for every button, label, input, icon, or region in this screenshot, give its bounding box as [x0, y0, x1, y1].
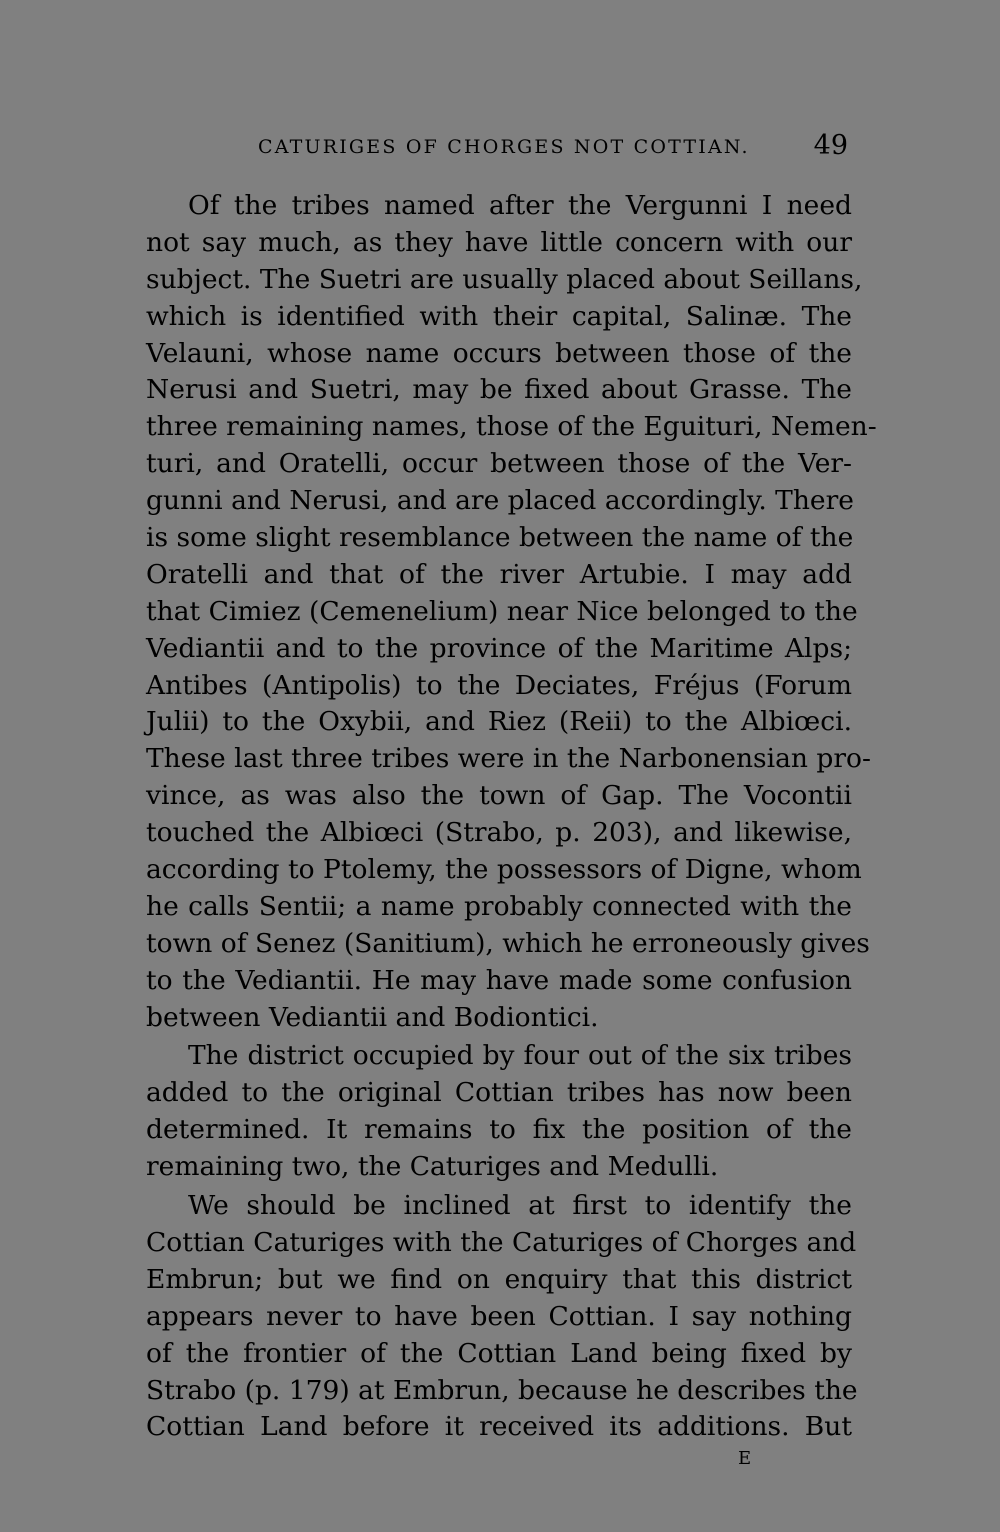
- text-line: Antibes (Antipolis) to the Deciates, Fréjus (Forum: [146, 669, 852, 701]
- text-line: that Cimiez (Cemenelium) near Nice belonged to the: [146, 595, 858, 627]
- text-line: of the frontier of the Cottian Land being fixed by: [146, 1337, 852, 1369]
- text-line: The district occupied by four out of the six tribes: [188, 1040, 852, 1072]
- text-line: Cottian Land before it received its additions. But: [146, 1411, 852, 1443]
- text-line: is some slight resemblance between the name of the: [146, 522, 854, 554]
- text-line: added to the original Cottian tribes has now been: [146, 1077, 852, 1109]
- text-line: These last three tribes were in the Narbonensian pro-: [146, 743, 871, 775]
- text-line: between Vediantii and Bodiontici.: [146, 1001, 599, 1033]
- text-line: which is identified with their capital, Salinæ. The: [146, 300, 852, 332]
- signature-mark: E: [738, 1448, 752, 1469]
- text-line: Of the tribes named after the Vergunni I need: [188, 190, 852, 221]
- text-line: according to Ptolemy, the possessors of Digne, whom: [146, 854, 862, 886]
- running-head: CATURIGES OF CHORGES NOT COTTIAN.: [258, 136, 750, 158]
- text-line: town of Senez (Sanitium), which he erroneously gives: [146, 927, 870, 959]
- text-line: Julii) to the Oxybii, and Riez (Reii) to the Albiœci.: [146, 706, 852, 738]
- text-line: subject. The Suetri are usually placed about Seillans,: [146, 263, 863, 295]
- body-text: [146, 188, 877, 1446]
- page-header: [146, 130, 852, 164]
- text-line: not say much, as they have little concern with our: [146, 226, 852, 258]
- text-line: We should be inclined at first to identify the: [188, 1190, 852, 1222]
- text-line: vince, as was also the town of Gap. The Vocontii: [146, 780, 852, 812]
- text-line: to the Vediantii. He may have made some confusion: [146, 964, 852, 996]
- text-line: remaining two, the Caturiges and Medulli.: [146, 1151, 719, 1183]
- text-line: Vediantii and to the province of the Maritime Alps;: [146, 632, 852, 664]
- text-line: Velauni, whose name occurs between those of the: [146, 337, 852, 369]
- text-line: appears never to have been Cottian. I say nothing: [146, 1300, 852, 1332]
- text-line: three remaining names, those of the Eguituri, Nemen-: [146, 411, 877, 443]
- text-line: turi, and Oratelli, occur between those of the Ver-: [146, 448, 852, 480]
- text-line: Embrun; but we find on enquiry that this district: [146, 1263, 852, 1295]
- page-number: 49: [813, 130, 848, 161]
- text-line: touched the Albiœci (Strabo, p. 203), and likewise,: [146, 817, 852, 849]
- text-line: Strabo (p. 179) at Embrun, because he describes the: [146, 1374, 858, 1406]
- text-line: Nerusi and Suetri, may be fixed about Grasse. The: [146, 374, 852, 406]
- text-line: Oratelli and that of the river Artubie. I may add: [146, 558, 852, 590]
- text-line: Cottian Caturiges with the Caturiges of Chorges and: [146, 1226, 857, 1258]
- text-line: determined. It remains to fix the position of the: [146, 1114, 852, 1146]
- text-line: gunni and Nerusi, and are placed accordingly. There: [146, 485, 854, 517]
- text-line: he calls Sentii; a name probably connected with the: [146, 890, 852, 922]
